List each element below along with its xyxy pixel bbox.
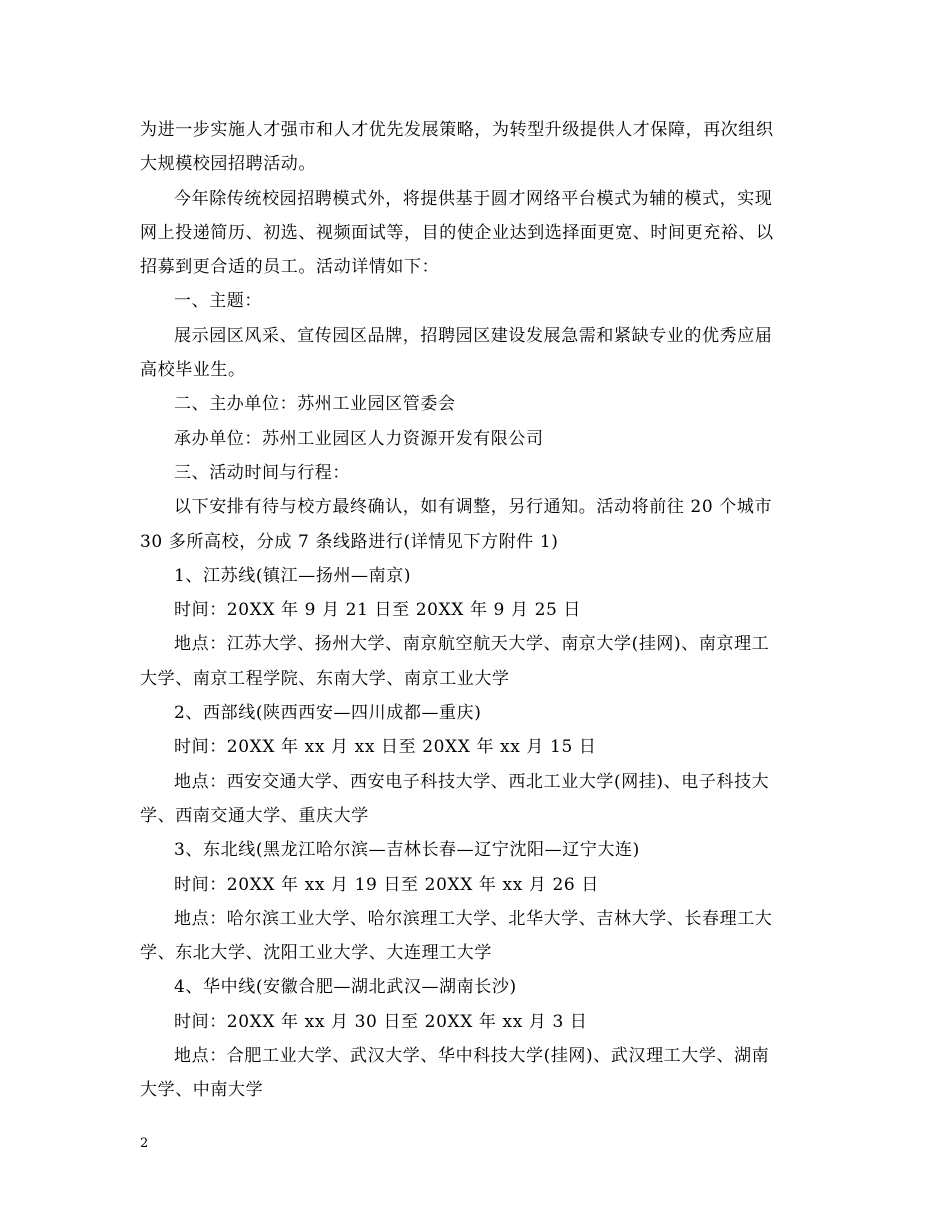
text-line: 招募到更合适的员工。活动详情如下： (140, 257, 440, 278)
text-line: 3、东北线(黑龙江哈尔滨—吉林长春—辽宁沈阳—辽宁大连) (174, 840, 640, 861)
text-line: 大学、中南大学 (140, 1080, 264, 1101)
text-line: 以下安排有待与校方最终确认，如有调整，另行通知。活动将前往 20 个城市 (174, 497, 773, 518)
text-line: 今年除传统校园招聘模式外，将提供基于圆才网络平台模式为辅的模式，实现 (174, 188, 773, 209)
text-line: 大规模校园招聘活动。 (140, 154, 316, 175)
text-line: 地点：哈尔滨工业大学、哈尔滨理工大学、北华大学、吉林大学、长春理工大 (174, 908, 773, 929)
text-line: 时间：20XX 年 xx 月 30 日至 20XX 年 xx 月 3 日 (174, 1011, 588, 1032)
text-line: 地点：西安交通大学、西安电子科技大学、西北工业大学(网挂)、电子科技大 (174, 771, 770, 792)
text-line: 学、西南交通大学、重庆大学 (140, 805, 369, 826)
text-line: 时间：20XX 年 xx 月 19 日至 20XX 年 xx 月 26 日 (174, 874, 599, 895)
text-line: 1、江苏线(镇江—扬州—南京) (174, 565, 412, 586)
text-line: 地点：江苏大学、扬州大学、南京航空航天大学、南京大学(挂网)、南京理工 (174, 634, 770, 655)
text-line: 一、主题： (174, 291, 262, 312)
text-line: 承办单位：苏州工业园区人力资源开发有限公司 (174, 428, 544, 449)
document-body (140, 113, 812, 1108)
text-line: 展示园区风采、宣传园区品牌，招聘园区建设发展急需和紧缺专业的优秀应届 (174, 325, 773, 346)
text-line: 为进一步实施人才强市和人才优先发展策略，为转型升级提供人才保障，再次组织 (140, 120, 774, 140)
text-line: 二、主办单位：苏州工业园区管委会 (174, 394, 456, 415)
page-number: 2 (140, 1136, 149, 1151)
text-line: 地点：合肥工业大学、武汉大学、华中科技大学(挂网)、武汉理工大学、湖南 (174, 1046, 770, 1067)
text-line: 三、活动时间与行程： (174, 462, 350, 483)
text-line: 网上投递简历、初选、视频面试等，目的使企业达到选择面更宽、时间更充裕、以 (140, 222, 774, 243)
text-line: 30 多所高校，分成 7 条线路进行(详情见下方附件 1) (140, 531, 559, 552)
text-line: 学、东北大学、沈阳工业大学、大连理工大学 (140, 943, 492, 964)
text-line: 时间：20XX 年 9 月 21 日至 20XX 年 9 月 25 日 (174, 600, 582, 621)
text-line: 大学、南京工程学院、东南大学、南京工业大学 (140, 668, 510, 689)
text-line: 高校毕业生。 (140, 360, 246, 381)
text-line: 时间：20XX 年 xx 月 xx 日至 20XX 年 xx 月 15 日 (174, 737, 597, 758)
text-line: 2、西部线(陕西西安—四川成都—重庆) (174, 703, 482, 724)
text-line: 4、华中线(安徽合肥—湖北武汉—湖南长沙) (174, 977, 517, 998)
